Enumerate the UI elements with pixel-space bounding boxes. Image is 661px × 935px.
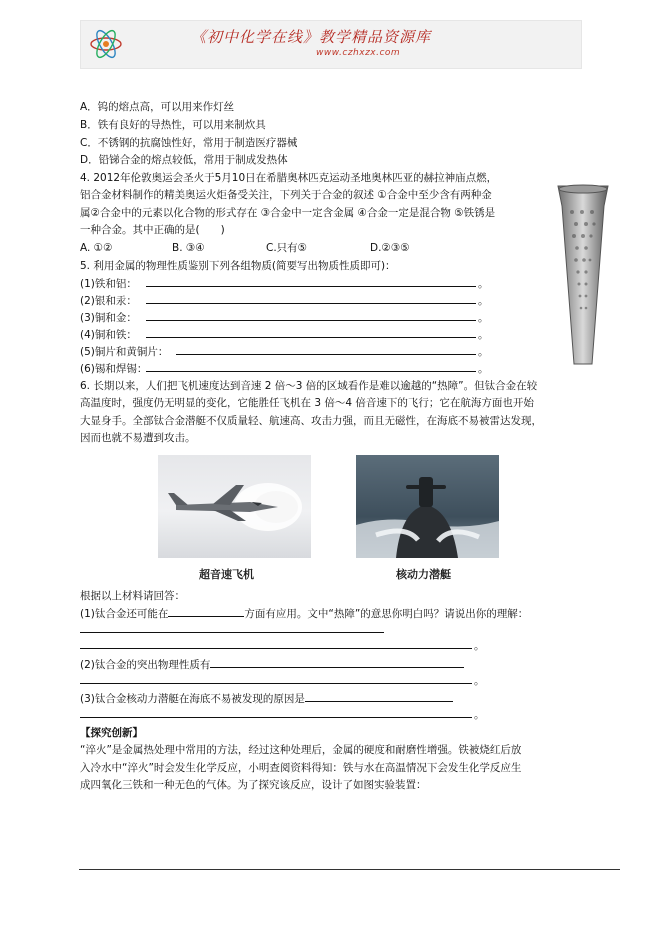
q6-line-2: 高温度时，强度仍无明显的变化，它能胜任飞机在 3 倍～4 倍音速下的飞行；它在航海方面也开始 xyxy=(80,397,534,409)
q6-sub1-line2 xyxy=(80,637,485,655)
q5-item-label: (6)锡和焊锡： xyxy=(80,363,148,375)
q6-sub1 xyxy=(80,605,528,623)
site-title: 《初中化学在线》教学精品资源库 xyxy=(191,28,432,46)
footer-divider xyxy=(79,869,620,870)
jet-icon xyxy=(158,455,311,558)
q6-line-4: 因而也就不易遭到攻击。 xyxy=(80,432,196,444)
q6-sub2-text: (2)钛合金的突出物理性质有 xyxy=(80,659,211,671)
q5-item-label: (5)铜片和黄铜片： xyxy=(80,346,169,358)
atom-logo-icon xyxy=(89,27,123,61)
header-banner xyxy=(80,20,582,69)
q4-choice-c: C.只有⑤ xyxy=(266,242,308,254)
q6-sub3-line2 xyxy=(80,706,485,724)
q5-row-6 xyxy=(80,360,489,378)
nuclear-submarine-image xyxy=(356,455,499,558)
period: 。 xyxy=(474,709,485,721)
site-url[interactable]: www.czhxzx.com xyxy=(316,48,401,58)
q6-prompt: 根据以上材料请回答： xyxy=(80,590,185,602)
answer-blank[interactable] xyxy=(80,706,472,718)
period: 。 xyxy=(474,675,485,687)
q5-stem: 5. 利用金属的物理性质鉴别下列各组物质(简要写出物质性质即可)： xyxy=(80,260,396,272)
q4-line-1: 4. 2012年伦敦奥运会圣火于5月10日在希腊奥林匹克运动圣地奥林匹亚的赫拉神庙点燃， xyxy=(80,172,498,184)
explore-line-3: 成四氧化三铁和一种无色的气体。为了探究该反应，设计了如图实验装置： xyxy=(80,779,427,791)
q5-item-label: (2)银和汞： xyxy=(80,295,137,307)
answer-blank[interactable] xyxy=(80,672,472,684)
supersonic-jet-image xyxy=(158,455,311,558)
period: 。 xyxy=(478,363,489,375)
q5-row-5 xyxy=(80,343,489,361)
olympic-torch-image xyxy=(552,182,614,372)
q5-row-4 xyxy=(80,326,489,344)
q5-row-2 xyxy=(80,292,489,310)
q5-row-1 xyxy=(80,275,489,293)
q6-sub1-text-b: 方面有应用。文中“热障”的意思你明白吗？请说出你的理解： xyxy=(244,608,529,620)
q3-option-c: C．不锈钢的抗腐蚀性好，常用于制造医疗器械 xyxy=(80,137,298,149)
q3-option-a: A．钨的熔点高，可以用来作灯丝 xyxy=(80,101,235,113)
caption-sub: 核动力潜艇 xyxy=(396,568,451,581)
q6-sub3-text: (3)钛合金核动力潜艇在海底不易被发现的原因是 xyxy=(80,693,305,705)
period: 。 xyxy=(478,329,489,341)
q4-line-2: 铝合金材料制作的精美奥运火炬备受关注，下列关于合金的叙述 ①合金中至少含有两种金 xyxy=(80,189,492,201)
submarine-icon xyxy=(356,455,499,558)
answer-blank[interactable] xyxy=(168,605,244,617)
answer-blank[interactable] xyxy=(305,690,453,702)
period: 。 xyxy=(478,278,489,290)
q4-choice-a: A. ①② xyxy=(80,242,113,254)
answer-blank[interactable] xyxy=(176,343,476,355)
answer-blank[interactable] xyxy=(210,656,464,668)
answer-blank[interactable] xyxy=(146,326,476,338)
q3-option-d: D．铅锑合金的熔点较低，常用于制成发热体 xyxy=(80,154,288,166)
period: 。 xyxy=(478,295,489,307)
period: 。 xyxy=(478,312,489,324)
q4-choice-b: B. ③④ xyxy=(172,242,205,254)
answer-blank[interactable] xyxy=(80,637,472,649)
q6-line-1: 6. 长期以来，人们把飞机速度达到音速 2 倍～3 倍的区域看作是难以逾越的“热障”。但钛合金在较 xyxy=(80,380,538,392)
period: 。 xyxy=(474,640,485,652)
q6-sub1-text-a: (1)钛合金还可能在 xyxy=(80,608,169,620)
q6-sub2-line2 xyxy=(80,672,485,690)
answer-blank[interactable] xyxy=(146,292,476,304)
explore-line-1: “淬火”是金属热处理中常用的方法，经过这种处理后，金属的硬度和耐磨性增强。铁被烧红后放 xyxy=(80,744,522,756)
explore-heading: 【探究创新】 xyxy=(80,727,143,739)
answer-blank[interactable] xyxy=(80,632,384,633)
q4-line-3: 属②合金中的元素以化合物的形式存在 ③合金中一定含金属 ④合金一定是混合物 ⑤铁锈是 xyxy=(80,207,496,219)
period: 。 xyxy=(478,346,489,358)
q5-item-label: (4)铜和铁： xyxy=(80,329,137,341)
q3-option-b: B．铁有良好的导热性，可以用来制炊具 xyxy=(80,119,266,131)
answer-blank[interactable] xyxy=(146,309,476,321)
q5-item-label: (1)铁和铝： xyxy=(80,278,137,290)
q4-line-4: 一种合金。其中正确的是( ) xyxy=(80,224,225,236)
answer-blank[interactable] xyxy=(146,360,476,372)
q6-line-3: 大显身手。全部钛合金潜艇不仅质量轻、航速高、攻击力强，而且无磁性，在海底不易被雷达发现， xyxy=(80,415,542,427)
q4-choice-d: D.②③⑤ xyxy=(370,242,410,254)
caption-jet: 超音速飞机 xyxy=(199,568,254,581)
answer-blank[interactable] xyxy=(146,275,476,287)
q5-row-3 xyxy=(80,309,489,327)
q5-item-label: (3)铜和金： xyxy=(80,312,137,324)
explore-line-2: 入冷水中“淬火”时会发生化学反应，小明查阅资料得知：铁与水在高温情况下会发生化学反应生 xyxy=(80,762,522,774)
